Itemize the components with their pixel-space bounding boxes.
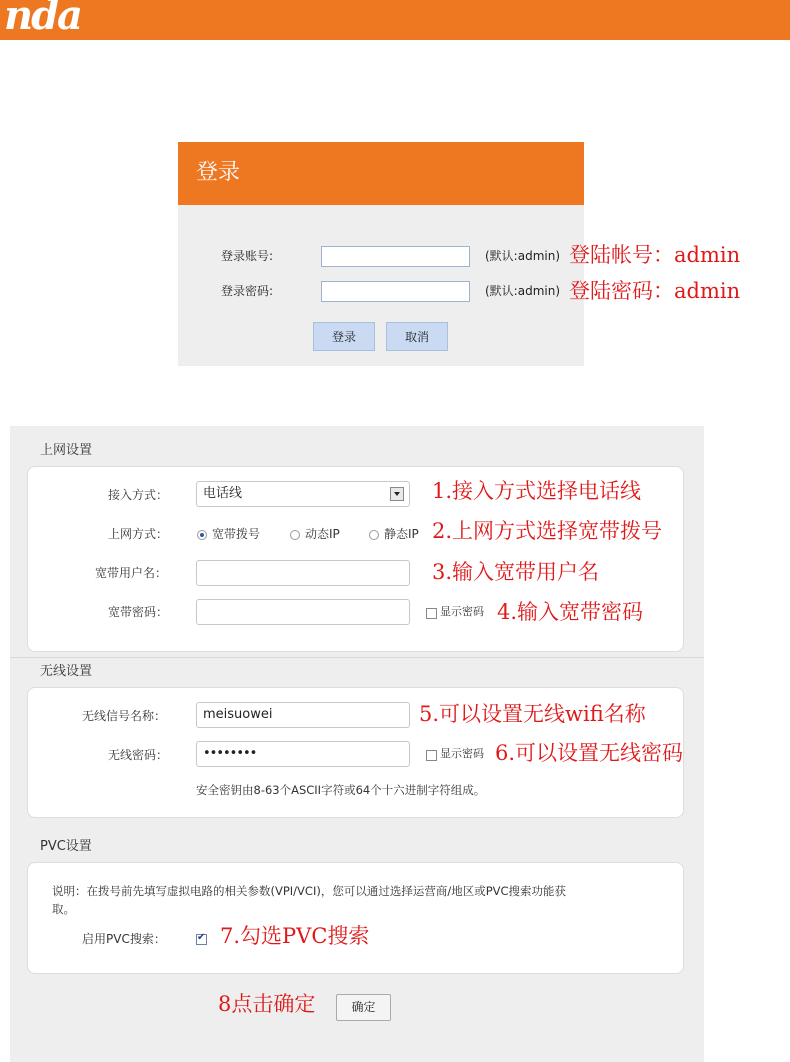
section-divider: [10, 657, 704, 658]
confirm-annotation: 8点击确定: [218, 992, 316, 1016]
pvc-search-checkbox[interactable]: [196, 934, 207, 945]
pppoe-user-label: 宽带用户名：: [95, 566, 168, 580]
account-input[interactable]: [321, 246, 470, 267]
wifi-pass-label: 无线密码：: [108, 748, 169, 762]
confirm-button[interactable]: 确定: [336, 994, 391, 1021]
mode-option-dhcp[interactable]: 动态IP: [305, 527, 340, 541]
mode-option-static[interactable]: 静态IP: [384, 527, 419, 541]
show-pppoe-password-label: 显示密码: [440, 605, 484, 618]
pvc-annotation: 7.勾选PVC搜索: [220, 924, 370, 948]
login-password-annotation: 登陆密码：admin: [569, 279, 741, 303]
login-button[interactable]: 登录: [313, 322, 375, 351]
access-annotation: 1.接入方式选择电话线: [432, 479, 642, 503]
brand-logo: nda: [4, 0, 81, 39]
login-panel: [178, 142, 584, 366]
ssid-input[interactable]: meisuowei: [196, 702, 410, 728]
mode-radio-dhcp[interactable]: [290, 530, 300, 540]
ssid-annotation: 5.可以设置无线wifi名称: [419, 702, 646, 726]
access-select[interactable]: [196, 481, 410, 507]
top-brand-bar: [0, 0, 790, 40]
account-default-hint: (默认:admin): [485, 249, 561, 263]
wifi-pass-annotation: 6.可以设置无线密码: [495, 741, 684, 765]
pvc-section-title: PVC设置: [40, 839, 92, 854]
user-annotation: 3.输入宽带用户名: [432, 560, 600, 584]
pppoe-user-input[interactable]: [196, 560, 410, 586]
account-label: 登录账号:: [221, 249, 274, 263]
mode-radio-static[interactable]: [369, 530, 379, 540]
access-select-value: 电话线: [203, 486, 243, 501]
chevron-down-icon[interactable]: [390, 487, 404, 501]
login-account-annotation: 登陆帐号：admin: [569, 243, 741, 267]
mode-annotation: 2.上网方式选择宽带拨号: [432, 519, 663, 543]
password-default-hint: (默认:admin): [485, 284, 561, 298]
ssid-label: 无线信号名称：: [82, 709, 167, 723]
login-header: [178, 142, 584, 205]
mode-radio-pppoe[interactable]: [197, 530, 207, 540]
pvc-card: [27, 862, 684, 974]
pvc-description-line2: 取。: [52, 902, 75, 916]
wifi-key-hint: 安全密钥由8-63个ASCII字符或64个十六进制字符组成。: [196, 783, 486, 797]
wifi-pass-input[interactable]: ••••••••: [196, 741, 410, 767]
pppoe-pass-annotation: 4.输入宽带密码: [497, 600, 644, 624]
pvc-search-label: 启用PVC搜索：: [82, 932, 166, 946]
pppoe-pass-label: 宽带密码：: [108, 605, 169, 619]
mode-label: 上网方式：: [108, 527, 169, 541]
show-wifi-password-checkbox[interactable]: [426, 750, 437, 761]
password-label: 登录密码:: [221, 284, 274, 298]
wireless-section-title: 无线设置: [40, 664, 93, 679]
mode-option-pppoe[interactable]: 宽带拨号: [212, 527, 261, 541]
pppoe-pass-input[interactable]: [196, 599, 410, 625]
password-input[interactable]: [321, 281, 470, 302]
internet-section-title: 上网设置: [40, 443, 93, 458]
cancel-button[interactable]: 取消: [386, 322, 448, 351]
pvc-description-line1: 说明：在拨号前先填写虚拟电路的相关参数(VPI/VCI)，您可以通过选择运营商/地区或PVC搜索功能获: [52, 884, 567, 898]
show-wifi-password-label: 显示密码: [440, 747, 484, 760]
show-pppoe-password-checkbox[interactable]: [426, 608, 437, 619]
login-title: 登录: [196, 160, 241, 185]
access-label: 接入方式：: [108, 488, 169, 502]
